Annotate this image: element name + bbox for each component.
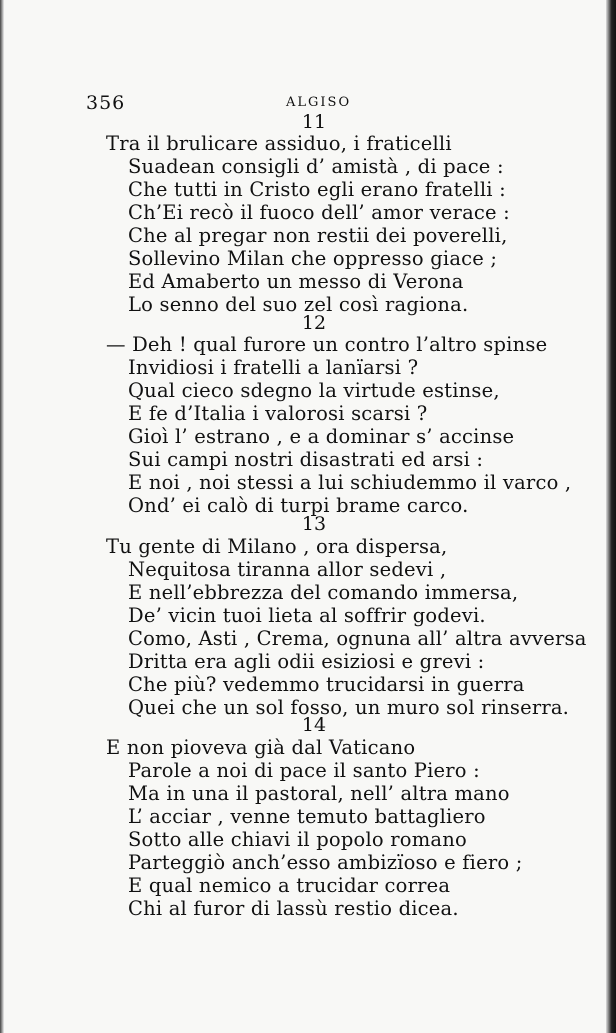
verse-line: Parole a noi di pace il santo Piero :: [128, 759, 480, 782]
verse-line: Ch’Ei recò il fuoco dell’ amor verace :: [128, 201, 510, 224]
verse-line: Dritta era agli odii esiziosi e grevi :: [128, 650, 485, 673]
page-edge-right: [606, 0, 616, 1033]
verse-line: Nequitosa tiranna allor sedevi ,: [128, 558, 447, 581]
stanza-number: 14: [301, 714, 327, 736]
verse-line: E fe d’Italia i valorosi scarsi ?: [128, 402, 428, 425]
verse-line: Chi al furor di lassù restio dicea.: [128, 897, 459, 920]
verse-line: E nell’ebbrezza del comando immersa,: [128, 581, 519, 604]
verse-line: L’ acciar , venne temuto battagliero: [128, 805, 486, 828]
verse-line: Che al pregar non restii dei poverelli,: [128, 224, 508, 247]
verse-line: Gioì l’ estrano , e a dominar s’ accinse: [128, 425, 515, 448]
verse-line: Quei che un sol fosso, un muro sol rinserra.: [128, 696, 570, 719]
stanza-number: 11: [301, 111, 327, 133]
running-head: ALGISO: [286, 95, 352, 110]
verse-line: — Deh ! qual furore un contro l’altro spinse: [106, 333, 548, 356]
verse-line: E non pioveva già dal Vaticano: [106, 736, 416, 759]
verse-line: Qual cieco sdegno la virtude estinse,: [128, 379, 500, 402]
stanza-number: 12: [301, 312, 327, 334]
verse-line: E noi , noi stessi a lui schiudemmo il varco ,: [128, 471, 572, 494]
verse-line: Sui campi nostri disastrati ed arsi :: [128, 448, 484, 471]
verse-line: Sotto alle chiavi il popolo romano: [128, 828, 467, 851]
verse-line: Tu gente di Milano , ora dispersa,: [106, 535, 448, 558]
verse-line: Como, Asti , Crema, ognuna all’ altra avversa: [128, 627, 587, 650]
verse-line: De’ vicin tuoi lieta al soffrir godevi.: [128, 604, 486, 627]
verse-line: Sollevino Milan che oppresso giace ;: [128, 247, 498, 270]
page-edge-left: [0, 0, 4, 1033]
verse-line: Ond’ ei calò di turpi brame carco.: [128, 494, 469, 517]
verse-line: Tra il brulicare assiduo, i fraticelli: [106, 132, 452, 155]
verse-line: Ma in una il pastoral, nell’ altra mano: [128, 782, 510, 805]
verse-line: Che tutti in Cristo egli erano fratelli :: [128, 178, 506, 201]
stanza-number: 13: [301, 513, 327, 535]
verse-line: Invidiosi i fratelli a lanïarsi ?: [128, 356, 419, 379]
verse-line: Ed Amaberto un messo di Verona: [128, 270, 464, 293]
verse-line: Parteggiò anch’esso ambizïoso e fiero ;: [128, 851, 523, 874]
verse-line: Suadean consigli d’ amistà , di pace :: [128, 155, 504, 178]
verse-line: Lo senno del suo zel così ragiona.: [128, 293, 469, 316]
verse-line: Che più? vedemmo trucidarsi in guerra: [128, 673, 525, 696]
verse-line: E qual nemico a trucidar correa: [128, 874, 451, 897]
page-number: 356: [86, 92, 126, 114]
